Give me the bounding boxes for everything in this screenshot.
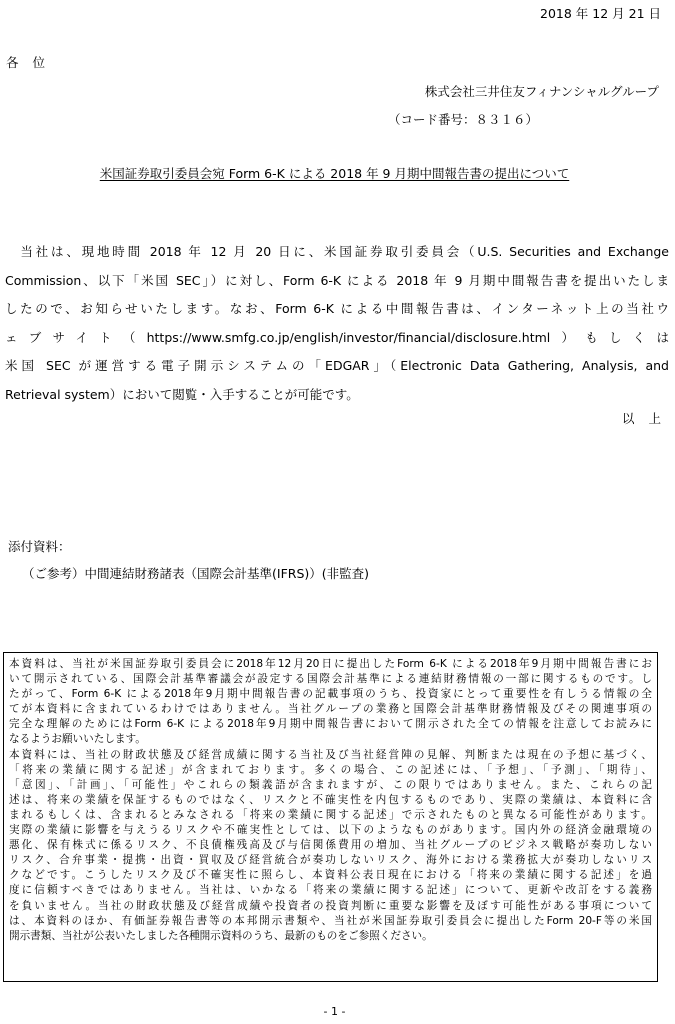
closing-phrase: 以上 bbox=[621, 411, 675, 426]
disclaimer-line: まれるもしくは、含まれるとみなされる「将来の業績に関する記述」で示されたものと異なる可能性があります。 bbox=[9, 808, 652, 821]
securities-code: （コード番号：８３１６） bbox=[388, 112, 539, 127]
body-line: したので、お知らせいたします。なお、Form 6-K による中間報告書は、インターネット上の当社ウ bbox=[5, 301, 669, 316]
body-line: Retrieval system）において閲覧・入手することが可能です。 bbox=[5, 386, 359, 402]
attachment-item: （ご参考）中間連結財務諸表（国際会計基準(IFRS)）(非監査) bbox=[22, 566, 370, 581]
disclaimer-line: 「将来の業績に関する記述」が含まれております。多くの場合、この記述には、「予想」、「予測」、「期待」、 bbox=[9, 763, 652, 776]
disclaimer-line: 度に信頼すべきではありません。当社は、いかなる「将来の業績に関する記述」について、更新や改訂をする義務 bbox=[9, 884, 652, 897]
attachments-label: 添付資料： bbox=[8, 539, 71, 554]
page-number: - 1 - bbox=[323, 1005, 346, 1018]
disclaimer-line: 本資料には、当社の財政状態及び経営成績に関する当社及び当社経営陣の見解、判断または現在の予想に基づく、 bbox=[9, 748, 652, 761]
disclaimer-line: 開示書類、当社が公表いたしました各種開示資料のうち、最新のものをご参照ください。 bbox=[9, 929, 433, 942]
disclaimer-line: は、本資料のほか、有価証券報告書等の本邦開示書類や、当社が米国証券取引委員会に提出したForm 20-F等の米国 bbox=[9, 914, 652, 927]
company-name: 株式会社三井住友フィナンシャルグループ bbox=[424, 84, 659, 99]
body-line: 当社は、現地時間 2018 年 12 月 20 日に、米国証券取引委員会（U.S. Securities and Exchange bbox=[5, 244, 669, 259]
disclaimer-box bbox=[3, 652, 658, 982]
body-paragraph bbox=[5, 246, 669, 417]
disclaimer-line: たがって、Form 6-K による2018年9月期中間報告書の記載事項のうち、投資家にとって重要性を有しうる情報の全 bbox=[9, 688, 652, 701]
disclaimer-line: いて開示されている、国際会計基準審議会が設定する国際会計基準による連結財務情報の一部に関するものです。し bbox=[9, 673, 652, 686]
disclaimer-line: なるようお願いいたします。 bbox=[9, 733, 146, 746]
body-line: 米国 SEC が運営する電子開示システムの「EDGAR」（Electronic Data Gathering, Analysis, and bbox=[5, 358, 669, 373]
disclaimer-line: 完全な理解のためにはForm 6-K による2018年9月期中間報告書において開示された全ての情報を注意してお読みに bbox=[9, 718, 652, 731]
body-line: ェブサイト（https://www.smfg.co.jp/english/investor/financial/disclosure.html）もしくは bbox=[5, 329, 669, 345]
disclaimer-line: リスク、合弁事業・提携・出資・買収及び経営統合が奏功しないリスク、海外における業務拡大が奏功しないリス bbox=[9, 854, 652, 867]
body-line: Commission、以下「米国 SEC」）に対し、Form 6-K による 2018 年 9 月期中間報告書を提出いたしま bbox=[5, 272, 669, 288]
disclaimer-line: てが本資料に含まれているわけではありません。当社グループの業務と国際会計基準財務情報及びその関連事項の bbox=[9, 703, 652, 716]
document-date: 2018 年 12 月 21 日 bbox=[540, 6, 661, 21]
disclaimer-line: 述は、将来の業績を保証するものではなく、リスクと不確実性を内包するものであり、実際の業績は、本資料に含 bbox=[9, 793, 652, 806]
addressee: 各位 bbox=[6, 55, 60, 70]
disclaimer-line: 悪化、保有株式に係るリスク、不良債権残高及び与信関係費用の増加、当社グループのビジネス戦略が奏功しない bbox=[9, 839, 652, 852]
disclaimer-line: クなどです。こうしたリスク及び不確実性に照らし、本資料公表日現在における「将来の業績に関する記述」を過 bbox=[9, 869, 652, 882]
document-title: 米国証券取引委員会宛 Form 6-K による 2018 年 9 月期中間報告書の提出について bbox=[99, 166, 570, 181]
disclaimer-line: 本資料は、当社が米国証券取引委員会に2018年12月20日に提出したForm 6-K による2018年9月期中間報告書にお bbox=[9, 658, 652, 670]
disclaimer-line: を負いません。当社の財政状態及び経営成績や投資者の投資判断に重要な影響を及ぼす可能性がある事項について bbox=[9, 899, 652, 912]
disclaimer-line: 実際の業績に影響を与えうるリスクや不確実性としては、以下のようなものがあります。国内外の経済金融環境の bbox=[9, 824, 652, 837]
disclaimer-line: 「意図」、「計画」、「可能性」やこれらの類義語が含まれますが、この限りではありません。また、これらの記 bbox=[9, 778, 652, 791]
